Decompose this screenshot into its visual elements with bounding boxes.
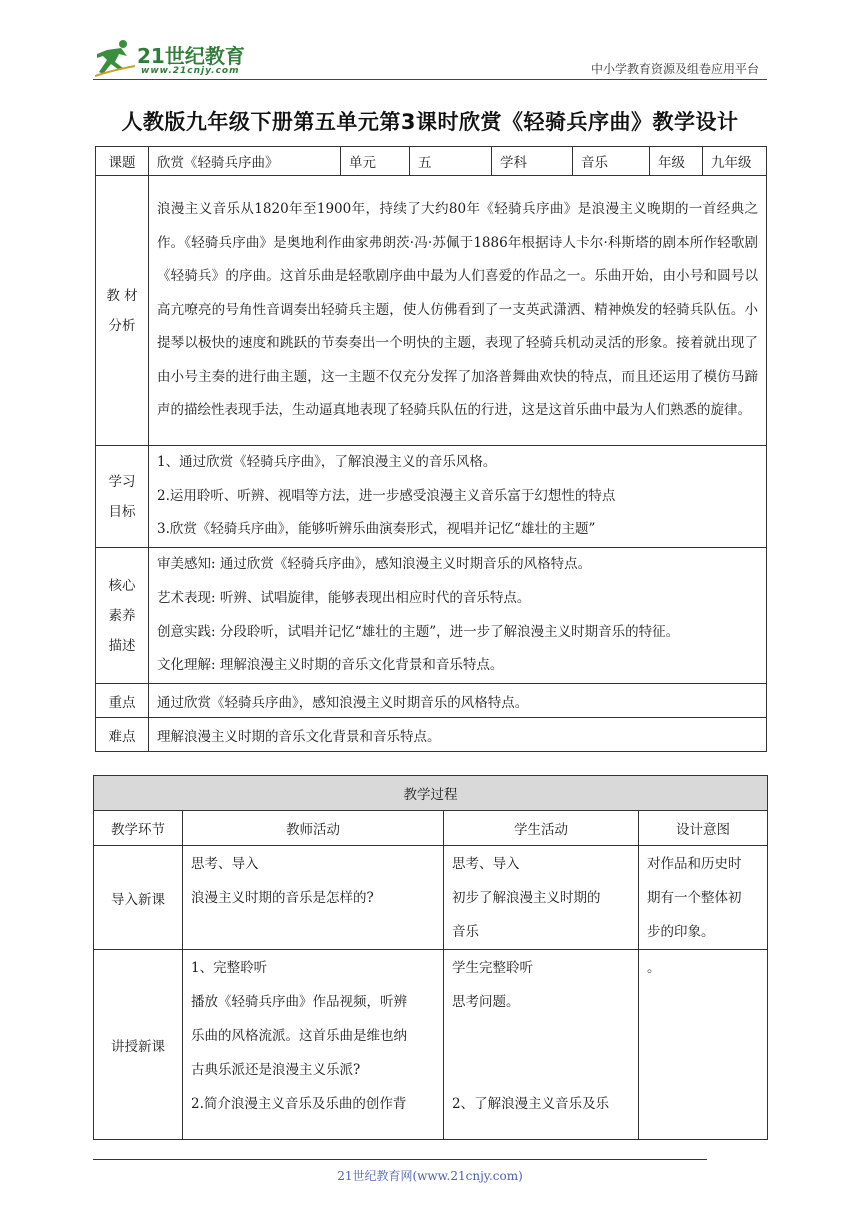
process-heading-row — [94, 776, 768, 811]
literacy-label-line: 描述 — [108, 637, 136, 654]
student-activity-cell — [444, 950, 639, 1140]
col-teacher-header: 教师活动 — [183, 811, 444, 846]
goal-item: 1、通过欣赏《轻骑兵序曲》，了解浪漫主义的音乐风格。 — [157, 454, 497, 471]
teacher-line: 乐曲的风格流派。这首乐曲是维也纳 — [191, 1028, 407, 1044]
stage-cell: 导入新课 — [94, 846, 183, 950]
document-title: 人教版九年级下册第五单元第3课时欣赏《轻骑兵序曲》教学设计 — [121, 110, 739, 134]
teacher-line: 播放《轻骑兵序曲》作品视频，听辨 — [191, 994, 407, 1010]
info-row-literacy — [96, 548, 767, 684]
goals-label-line: 目标 — [108, 503, 136, 520]
col-intent-header: 设计意图 — [639, 811, 768, 846]
student-line: 音乐 — [452, 924, 479, 940]
goals-label — [96, 446, 149, 548]
platform-name: 中小学教育资源及组卷应用平台 — [590, 62, 759, 76]
info-row-basic — [96, 147, 767, 176]
unit-label: 单元 — [341, 147, 410, 176]
teacher-line: 2.简介浪漫主义音乐及乐曲的创作背 — [191, 1096, 407, 1112]
process-heading: 教学过程 — [94, 776, 768, 811]
intent-line: 对作品和历史时 — [647, 856, 742, 872]
runner-logo-icon — [93, 36, 137, 80]
logo-text: 21世纪教育 — [137, 44, 245, 68]
page-header — [93, 36, 767, 80]
goal-item: 2.运用聆听、听辨、视唱等方法，进一步感受浪漫主义音乐富于幻想性的特点 — [157, 487, 616, 504]
literacy-item: 创意实践: 分段聆听，试唱并记忆“雄壮的主题”，进一步了解浪漫主义时期音乐的特征。 — [157, 623, 680, 640]
logo-url: www.21cnjy.com — [141, 66, 240, 76]
subject-label: 学科 — [492, 147, 573, 176]
intent-line: 步的印象。 — [647, 924, 715, 940]
student-line — [452, 1019, 630, 1053]
intent-line: 期有一个整体初 — [647, 890, 742, 906]
info-row-difficulty — [96, 718, 767, 752]
intent-line: 。 — [647, 960, 661, 976]
difficulty-label: 难点 — [96, 718, 149, 752]
grade-value: 九年级 — [703, 147, 767, 176]
goals-list — [149, 446, 767, 548]
analysis-label-line: 分析 — [108, 317, 136, 334]
student-line: 初步了解浪漫主义时期的 — [452, 890, 601, 906]
literacy-label-line: 素养 — [108, 607, 136, 624]
student-line — [452, 1053, 630, 1087]
student-line: 2、了解浪漫主义音乐及乐 — [452, 1096, 610, 1112]
col-stage-header: 教学环节 — [94, 811, 183, 846]
key-label: 重点 — [96, 684, 149, 718]
process-row-intro — [94, 846, 768, 950]
info-row-key — [96, 684, 767, 718]
literacy-item: 艺术表现: 听辨、试唱旋律，能够表现出相应时代的音乐特点。 — [157, 589, 531, 606]
lesson-info-table — [95, 146, 767, 752]
footer-divider — [93, 1159, 707, 1160]
literacy-list — [149, 548, 767, 684]
col-student-header: 学生活动 — [444, 811, 639, 846]
teaching-process-table — [93, 775, 768, 1140]
teacher-line: 思考、导入 — [191, 856, 259, 872]
analysis-text — [149, 176, 767, 446]
design-intent-cell — [639, 950, 768, 1140]
teacher-line: 1、完整聆听 — [191, 960, 268, 976]
teacher-line: 浪漫主义时期的音乐是怎样的? — [191, 890, 374, 906]
analysis-label — [96, 176, 149, 446]
key-value: 通过欣赏《轻骑兵序曲》，感知浪漫主义时期音乐的风格特点。 — [149, 684, 767, 718]
goals-label-line: 学习 — [108, 473, 136, 490]
topic-value: 欣赏《轻骑兵序曲》 — [149, 147, 341, 176]
topic-label: 课题 — [96, 147, 149, 176]
literacy-item: 文化理解: 理解浪漫主义时期的音乐文化背景和音乐特点。 — [157, 657, 504, 674]
process-header-row — [94, 811, 768, 846]
goal-item: 3.欣赏《轻骑兵序曲》，能够听辨乐曲演奏形式，视唱并记忆“雄壮的主题” — [157, 521, 596, 538]
info-row-analysis — [96, 176, 767, 446]
site-logo — [93, 36, 263, 80]
student-line: 思考问题。 — [452, 994, 520, 1010]
subject-value: 音乐 — [573, 147, 650, 176]
student-line: 思考、导入 — [452, 856, 520, 872]
unit-value: 五 — [410, 147, 492, 176]
literacy-label — [96, 548, 149, 684]
teacher-line: 古典乐派还是浪漫主义乐派? — [191, 1062, 361, 1078]
stage-cell: 讲授新课 — [94, 950, 183, 1140]
analysis-label-line: 教 材 — [106, 287, 138, 304]
literacy-label-line: 核心 — [108, 577, 136, 594]
header-divider — [93, 79, 767, 80]
info-row-goals — [96, 446, 767, 548]
teacher-activity-cell — [183, 950, 444, 1140]
teacher-activity-cell — [183, 846, 444, 950]
literacy-item: 审美感知: 通过欣赏《轻骑兵序曲》，感知浪漫主义时期音乐的风格特点。 — [157, 556, 592, 573]
process-row-lecture — [94, 950, 768, 1140]
student-line: 学生完整聆听 — [452, 960, 533, 976]
student-activity-cell — [444, 846, 639, 950]
difficulty-value: 理解浪漫主义时期的音乐文化背景和音乐特点。 — [149, 718, 767, 752]
page-footer: 21世纪教育网(www.21cnjy.com) — [337, 1169, 523, 1183]
grade-label: 年级 — [650, 147, 703, 176]
analysis-paragraph: 浪漫主义音乐从1820年至1900年，持续了大约80年《轻骑兵序曲》是浪漫主义晚期的一首经典之作。《轻骑兵序曲》是奥地利作曲家弗朗茨·冯·苏佩于1886年根据诗人卡尔·科斯塔的剧本所作轻歌剧《轻骑兵》的序曲。这首乐曲是轻歌剧序曲中最为人们喜爱的作品之一。乐曲开始，由小号和圆号以高亢嘹亮的号角性音调奏出轻骑兵主题，使人仿佛看到了一支英武潇洒、精神焕发的轻骑兵队伍。小提琴以极快的速度和跳跃的节奏奏出一个明快的主题，表现了轻骑兵机动灵活的形象。接着就出现了由小号主奏的进行曲主题，这一主题不仅充分发挥了加洛普舞曲欢快的特点，而且还运用了模仿马蹄声的描绘性表现手法，生动逼真地表现了轻骑兵队伍的行进，这是这首乐曲中最为人们熟悉的旋律。 — [157, 201, 758, 419]
design-intent-cell — [639, 846, 768, 950]
